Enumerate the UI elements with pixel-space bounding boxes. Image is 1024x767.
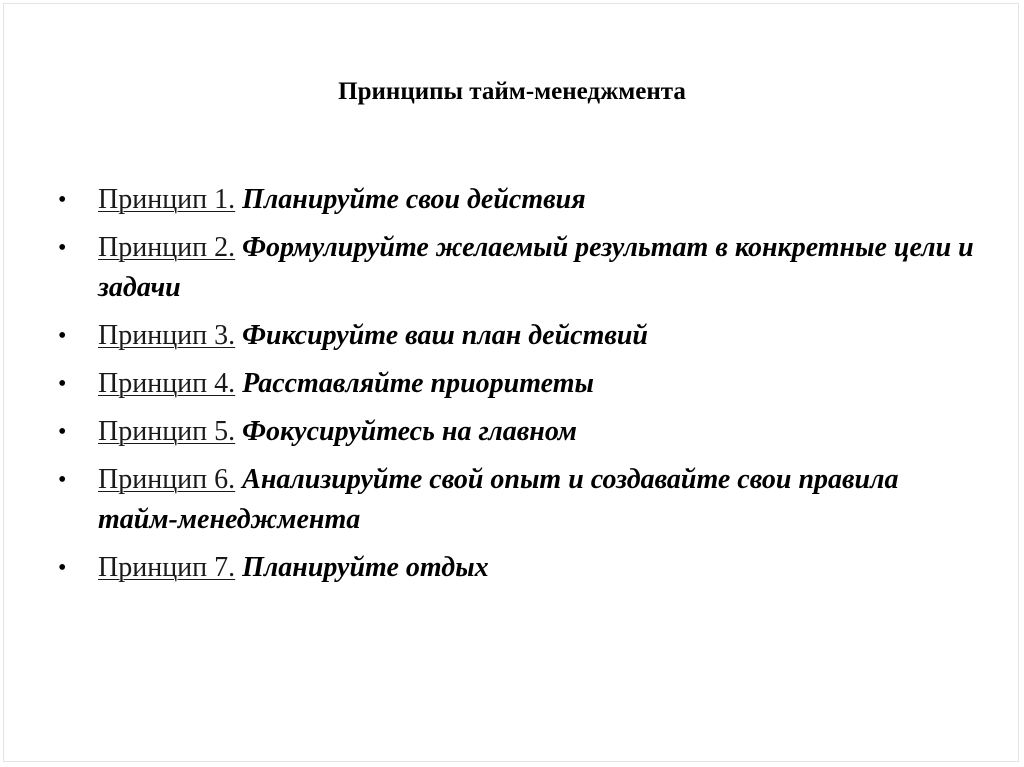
- principle-item-1: [0, 180, 1024, 220]
- bullet-icon: •: [58, 235, 67, 261]
- principle-text: Анализируйте свой опыт и создавайте свои правила тайм-менеджмента: [98, 464, 899, 535]
- principle-item-4: [0, 364, 1024, 404]
- principle-item-6: [0, 460, 1024, 540]
- bullet-icon: •: [58, 555, 67, 581]
- principle-label: Принцип 2.: [98, 232, 236, 263]
- principles-list: [0, 180, 1024, 596]
- principle-text: Планируйте свои действия: [242, 184, 586, 215]
- principle-text: Планируйте отдых: [242, 552, 489, 583]
- bullet-icon: •: [58, 419, 67, 445]
- principle-label: Принцип 3.: [98, 320, 236, 351]
- principle-text: Формулируйте желаемый результат в конкретные цели и задачи: [98, 232, 974, 303]
- principle-item-2: [0, 228, 1024, 308]
- bullet-icon: •: [58, 467, 67, 493]
- slide-title: Принципы тайм-менеджмента: [338, 78, 686, 105]
- principle-text: Расставляйте приоритеты: [242, 368, 594, 399]
- principle-item-3: [0, 316, 1024, 356]
- principle-label: Принцип 4.: [98, 368, 236, 399]
- bullet-icon: •: [58, 371, 67, 397]
- principle-item-5: [0, 412, 1024, 452]
- principle-label: Принцип 1.: [98, 184, 236, 215]
- principle-label: Принцип 7.: [98, 552, 236, 583]
- principle-label: Принцип 5.: [98, 416, 236, 447]
- principle-item-7: [0, 548, 1024, 588]
- principle-label: Принцип 6.: [98, 464, 236, 495]
- principle-text: Фокусируйтесь на главном: [242, 416, 577, 447]
- principle-text: Фиксируйте ваш план действий: [242, 320, 649, 351]
- bullet-icon: •: [58, 187, 67, 213]
- bullet-icon: •: [58, 323, 67, 349]
